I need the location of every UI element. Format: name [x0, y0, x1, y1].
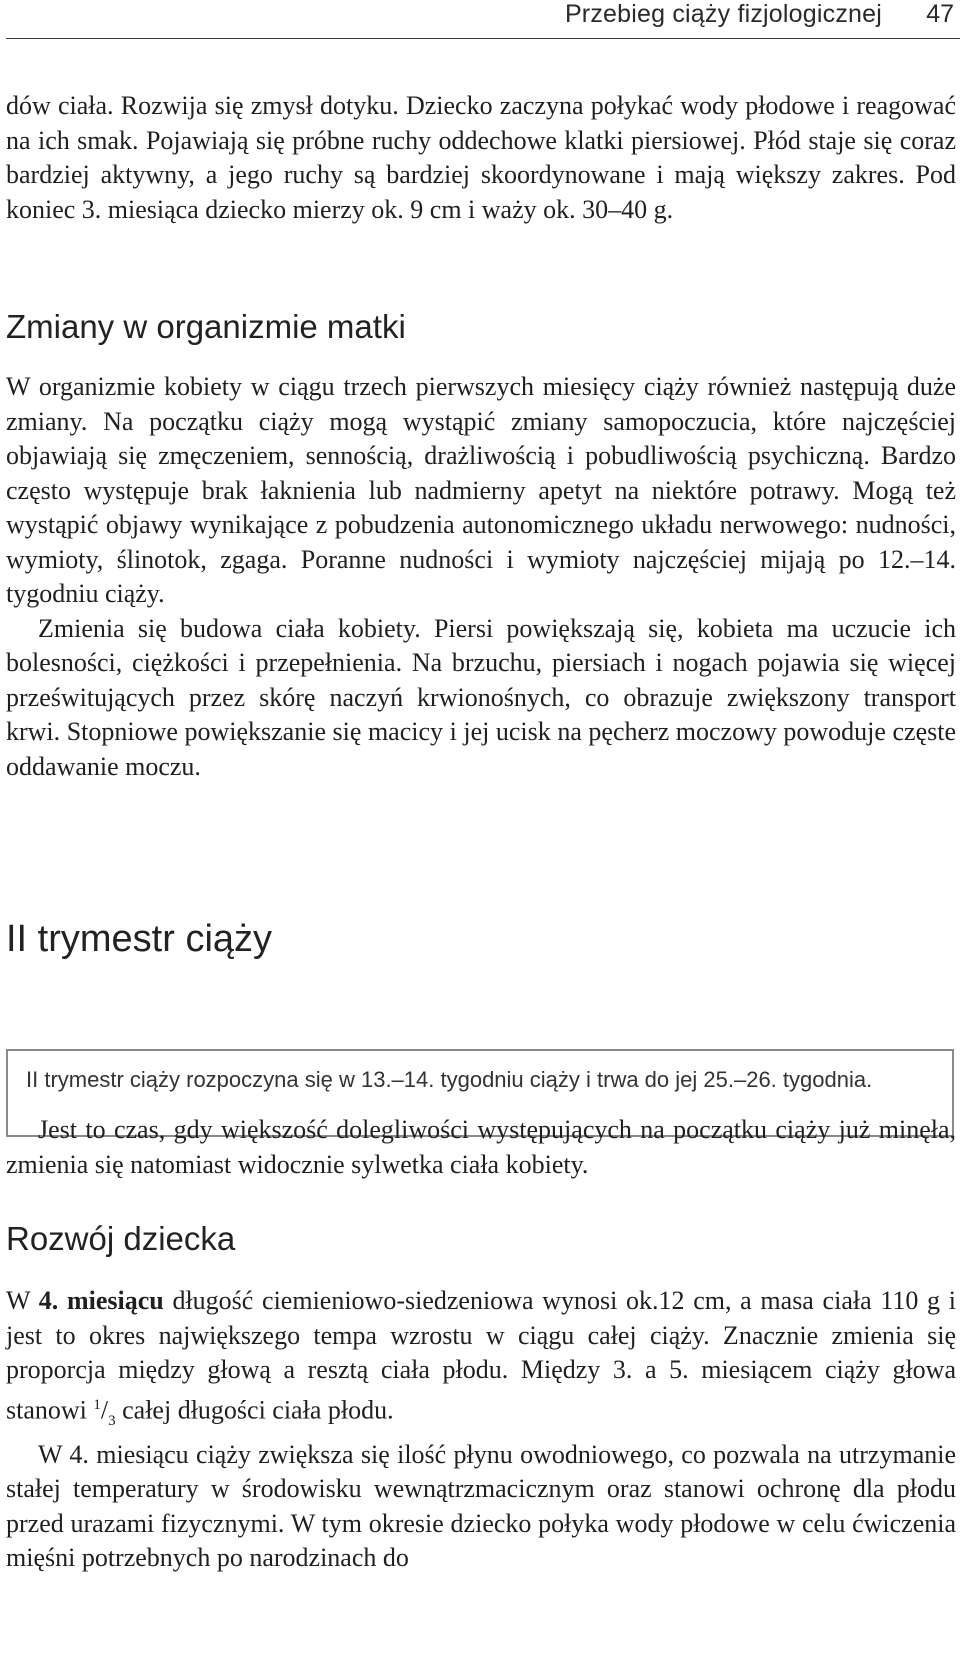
heading-child-development: Rozwój dziecka: [6, 1220, 236, 1257]
child-paragraph-2: W 4. miesiącu ciąży zwiększa się ilość płynu owodniowego, co pozwala na utrzymanie stałej temperatury w środowisku wewnątrzmacicznym oraz stanowi ochronę dla płodu przed urazami fizycznymi. W tym okresie dziecko połyka wody płodowe w celu ćwiczenia mięśni potrzebnych po narodzinach do: [6, 1439, 956, 1573]
running-header: [6, 0, 960, 39]
heading-second-trimester: II trymestr ciąży: [6, 918, 273, 960]
fraction-slash: /: [100, 1395, 109, 1425]
mother-paragraph-2: Zmienia się budowa ciała kobiety. Piersi powiększają się, kobieta ma uczucie ich bolesności, ciężkości i przepełnienia. Na brzuchu, piersiach i nogach pojawia się więcej prześwitujących przez skórę naczyń krwionośnych, co obrazuje zwiększony transport krwi. Stopniowe powiększanie się macicy i jej ucisk na pęcherz moczowy powoduje częste oddawanie moczu.: [6, 613, 956, 781]
intro-paragraph: dów ciała. Rozwija się zmysł dotyku. Dziecko zaczyna połykać wody płodowe i reagować na ich smak. Pojawiają się próbne ruchy oddechowe klatki piersiowej. Płód staje się coraz bardziej aktywny, a jego ruchy są bardziej skoordynowane i mają większy zakres. Pod koniec 3. miesiąca dziecko mierzy ok. 9 cm i waży ok. 30–40 g.: [6, 91, 956, 224]
child-paragraph-1: [6, 1284, 956, 1438]
page-number: 47: [926, 0, 954, 28]
child-development-block: [6, 1284, 956, 1576]
trimester-intro-block: [6, 1113, 956, 1182]
fraction-numerator: 1: [93, 1396, 101, 1413]
running-title: Przebieg ciąży fizjologicznej: [564, 0, 882, 28]
child-p1-end: całej długości ciała płodu.: [115, 1395, 394, 1425]
child-p1-bold-month: 4. miesiącu: [38, 1286, 164, 1315]
child-p1-rest: długość ciemieniowo-siedzeniowa wynosi ok.12 cm, a masa ciała 110 g i jest to okres największego tempa wzrostu w ciągu całej ciąży. Znacznie zmienia się proporcja między głową a resztą ciała płodu. Między 3. a 5. miesiącem ciąży głowa stanowi: [6, 1286, 956, 1425]
child-p1-start: W: [6, 1286, 39, 1315]
trimester-paragraph: Jest to czas, gdy większość dolegliwości występujących na początku ciąży już minęła, zmienia się natomiast widocznie sylwetka ciała kobiety.: [6, 1115, 956, 1179]
trimester-definition-text: II trymestr ciąży rozpoczyna się w 13.–14. tygodniu ciąży i trwa do jej 25.–26. tygodnia.: [26, 1067, 873, 1092]
mother-changes-block: [6, 370, 956, 784]
heading-mother-changes: Zmiany w organizmie matki: [6, 308, 406, 345]
mother-paragraph-1: W organizmie kobiety w ciągu trzech pierwszych miesięcy ciąży również następują duże zmiany. Na początku ciąży mogą wystąpić zmiany samopoczucia, które najczęściej objawiają się zmęczeniem, sennością, drażliwością i pobudliwością psychiczną. Bardzo często występuje brak łaknienia lub nadmierny apetyt na niektóre potrawy. Mogą też wystąpić objawy wynikające z pobudzenia autonomicznego układu nerwowego: nudności, wymioty, ślinotok, zgaga. Poranne nudności i wymioty najczęściej mijają po 12.–14. tygodniu ciąży.: [6, 372, 956, 608]
intro-paragraph-block: [6, 89, 956, 227]
fraction-denominator: 3: [108, 1412, 116, 1429]
